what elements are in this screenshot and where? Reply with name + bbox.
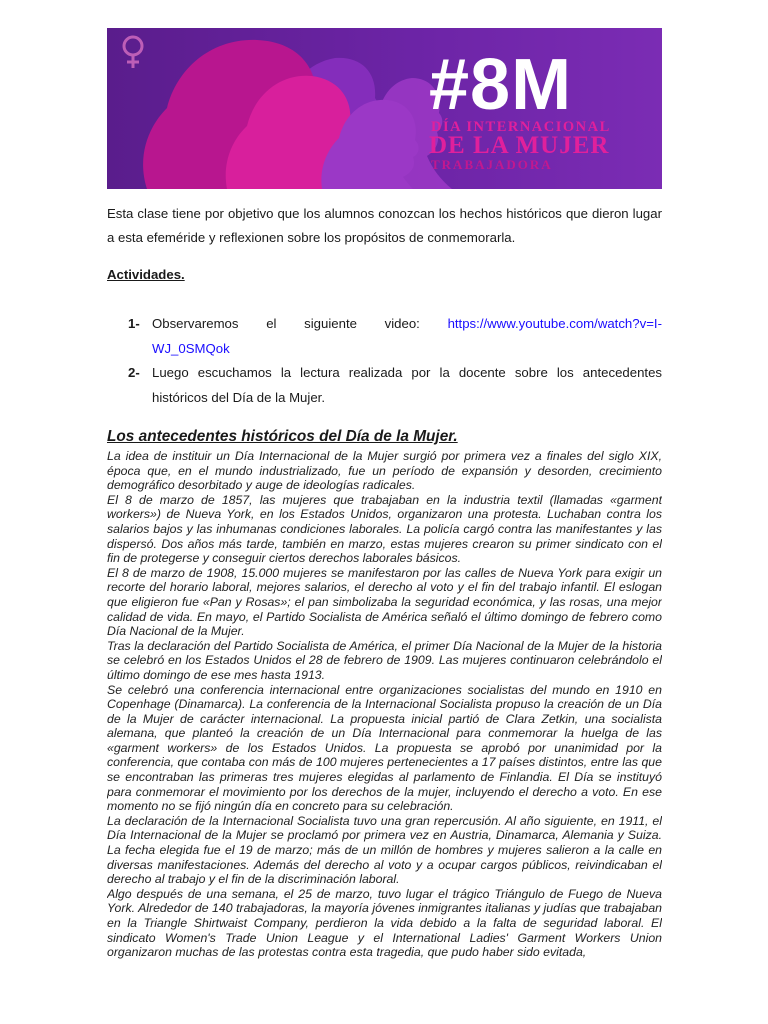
list-number: 1- [128, 316, 140, 331]
banner-hashtag: #8M [429, 45, 573, 125]
banner-line-3: TRABAJADORA [431, 157, 553, 172]
section-title: Los antecedentes históricos del Día de la Mujer. [107, 428, 458, 445]
banner-line-1: DÍA INTERNACIONAL [431, 119, 611, 135]
banner-line-2: DE LA MUJER [429, 132, 610, 159]
video-link[interactable]: https://www.youtube.com/watch?v=I- [447, 316, 662, 331]
paragraph: Se celebró una conferencia internacional entre organizaciones socialistas del mundo en 1910 en Copenhage (Dinamarca). La conferencia de la Internacional Socialista propuso la creación de un Día de la Mujer de carácter internacional. La propuesta inicial partió de Clara Zetkin, una socialista alemana, que planteó la creación de un Día Internacional para conmemorar la huelga de las «garment workers» de los Estados Unidos. La propuesta se aprobó por unanimidad por la conferencia, que contaba con más de 100 mujeres pertenecientes a 17 países distintos, entre las que se encontraban las primeras tres mujeres elegidas al parlamento de Finlandia. El Día se instituyó para conmemorar el movimiento por los derechos de la mujer, incluyendo el derecho a voto. En ese momento no se fijó ningún día en concreto para su celebración. [107, 682, 662, 814]
list-item [107, 361, 662, 410]
paragraph: Algo después de una semana, el 25 de marzo, tuvo lugar el trágico Triángulo de Fuego de Nueva York. Alrededor de 140 trabajadoras, la mayoría jóvenes inmigrantes italianas y judías que trabajaban en la Triangle Shirtwaist Company, perdieron la vida debido a la falta de seguridad laboral. El sindicato Women's Trade Union League y el International Ladies' Garment Workers Union organizaron muchas de las protestas contra esta tragedia, que pudo haber sido evitada, [107, 886, 662, 960]
word: Observaremos [152, 316, 239, 331]
banner-image [107, 28, 662, 189]
word: el [266, 316, 277, 331]
word: siguiente [304, 316, 357, 331]
paragraph: El 8 de marzo de 1857, las mujeres que trabajaban en la industria textil (llamadas «garment workers») de Nueva York, en los Estados Unidos, organizaron una protesta. Luchaban contra los salarios bajos y las inhumanas condiciones laborales. La policía cargó contra las manifestantes y las dispersó. Dos años más tarde, también en marzo, estas mujeres crearon su primer sindicato con el fin de protegerse y conseguir ciertos derechos laborales básicos. [107, 492, 662, 566]
activities-heading: Actividades. [107, 267, 185, 282]
list-number: 2- [128, 365, 140, 380]
paragraph: El 8 de marzo de 1908, 15.000 mujeres se manifestaron por las calles de Nueva York para exigir un recorte del horario laboral, mejores salarios, el derecho al voto y el fin del trabajo infantil. El eslogan que eligieron fue «Pan y Rosas»; el pan simbolizaba la seguridad económica, y las rosas, una mejor calidad de vida. En mayo, el Partido Socialista de América señaló el último domingo de febrero como Día Nacional de la Mujer. [107, 565, 662, 639]
intro-paragraph: Esta clase tiene por objetivo que los alumnos conozcan los hechos históricos que dieron lugar a esta efeméride y reflexionen sobre los propósitos de conmemorarla. [107, 206, 662, 245]
paragraph: Tras la declaración del Partido Socialista de América, el primer Día Nacional de la Mujer de la historia se celebró en los Estados Unidos el 28 de febrero de 1909. Las mujeres continuaron celebrándolo el último domingo de ese mes hasta 1913. [107, 638, 662, 682]
activities-list [107, 312, 662, 410]
video-link-continued[interactable]: WJ_0SMQok [152, 340, 230, 356]
paragraph: La idea de instituir un Día Internacional de la Mujer surgió por primera vez a finales del siglo XIX, época que, en el mundo industrializado, fue un período de expansión y desorden, crecimiento demográfico desorbitado y auge de ideologías radicales. [107, 449, 662, 493]
paragraph: La declaración de la Internacional Socialista tuvo una gran repercusión. Al año siguiente, en 1911, el Día Internacional de la Mujer se proclamó por primera vez en Austria, Dinamarca, Alemania y Suiza. La fecha elegida fue el 19 de marzo; más de un millón de hombres y mujeres salieron a la calle en diversas manifestaciones. Además del derecho al voto y a ocupar cargos públicos, reivindicaban el derecho al trabajo y el fin de la discriminación laboral. [107, 813, 662, 887]
history-text [107, 449, 662, 974]
list-item [107, 312, 662, 361]
list-item-text: Luego escuchamos la lectura realizada por la docente sobre los antecedentes históricos del Día de la Mujer. [152, 365, 662, 405]
word: video: [384, 316, 420, 331]
